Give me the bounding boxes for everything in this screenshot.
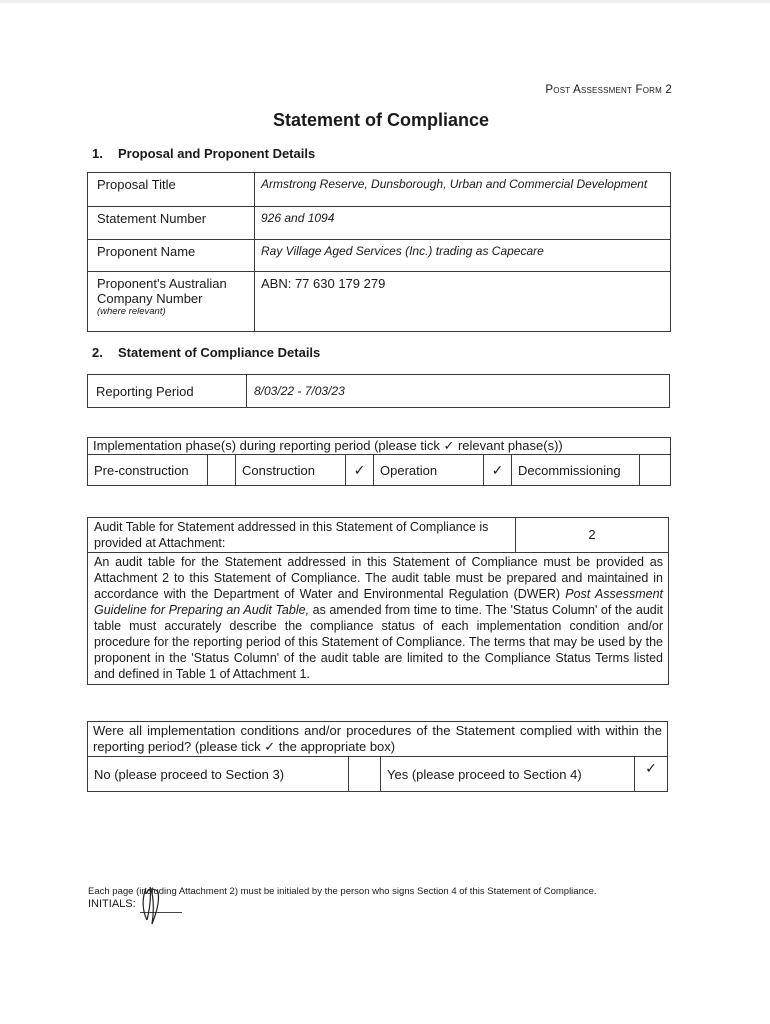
statement-number-label: Statement Number xyxy=(88,207,255,240)
phase-decommissioning-tickbox[interactable] xyxy=(640,455,671,486)
phase-decommissioning-label: Decommissioning xyxy=(512,455,640,486)
reporting-period-table xyxy=(87,374,670,408)
audit-table-instructions xyxy=(88,553,669,685)
section-1-heading xyxy=(92,146,315,161)
section-1-title: Proposal and Proponent Details xyxy=(118,146,316,161)
section-2-title: Statement of Compliance Details xyxy=(118,345,321,360)
proponent-name-label: Proponent Name xyxy=(88,240,255,272)
proposal-title-label: Proposal Title xyxy=(88,173,255,207)
phase-pre-construction-label: Pre-construction xyxy=(88,455,208,486)
table-row xyxy=(88,455,671,486)
company-number-note: (where relevant) xyxy=(97,306,166,317)
no-option-label: No (please proceed to Section 3) xyxy=(88,757,349,792)
audit-table-block xyxy=(87,517,669,685)
company-number-label-cell xyxy=(88,272,255,332)
table-row xyxy=(88,722,668,757)
audit-table-label: Audit Table for Statement addressed in this Statement of Compliance is provided at Attachment: xyxy=(88,518,516,553)
reporting-period-label: Reporting Period xyxy=(88,375,247,408)
audit-guideline-title: Post Assessment Guideline for Preparing an Audit Table, xyxy=(94,587,663,617)
table-row xyxy=(88,240,671,272)
page-title: Statement of Compliance xyxy=(272,110,490,130)
table-row xyxy=(88,757,668,792)
initials-signature xyxy=(138,884,168,928)
section-2-heading xyxy=(92,345,320,360)
initial-instruction-note: Each page (including Attachment 2) must be initialed by the person who signs Section 4 of this Statement of Compliance. xyxy=(88,886,597,897)
initials-label: INITIALS: xyxy=(88,898,136,910)
phase-operation-tickbox[interactable]: ✓ xyxy=(484,455,512,486)
table-row xyxy=(88,553,669,685)
form-label: Post Assessment Form 2 xyxy=(545,84,672,96)
phase-construction-label: Construction xyxy=(236,455,346,486)
section-2-number: 2. xyxy=(92,345,103,360)
table-row xyxy=(88,518,669,553)
statement-number-value: 926 and 1094 xyxy=(255,207,671,240)
audit-text-part-1: An audit table for the Statement addressed in this Statement of Compliance must be provided as Attachment 2 to this Statement of Compliance. The audit table must be prepared and maintained in accordance with the Department of Water and Environmental Regulation (DWER) xyxy=(94,555,663,601)
proponent-name-value: Ray Village Aged Services (Inc.) trading as Capecare xyxy=(255,240,671,272)
audit-text-part-2: as amended from time to time. The 'Status Column' of the audit table must accurately describe the compliance status of each implementation condition and/or procedure for the reporting period of this Statement of Compliance. The terms that may be used by the proponent in the 'Status Column' of the audit table are limited to the Compliance Status Terms listed and defined in Table 1 of Attachment 1. xyxy=(94,603,663,681)
proposal-details-table xyxy=(87,172,671,332)
yes-option-label: Yes (please proceed to Section 4) xyxy=(381,757,635,792)
table-row xyxy=(88,272,671,332)
no-option-tickbox[interactable] xyxy=(349,757,381,792)
phase-pre-construction-tickbox[interactable] xyxy=(208,455,236,486)
section-1-number: 1. xyxy=(92,146,103,161)
audit-table-attachment-value: 2 xyxy=(516,518,669,553)
table-row xyxy=(88,375,670,408)
phase-operation-label: Operation xyxy=(374,455,484,486)
table-row xyxy=(88,207,671,240)
scan-top-edge xyxy=(0,0,770,3)
yes-option-tickbox[interactable]: ✓ xyxy=(635,757,668,792)
compliance-question-table xyxy=(87,721,668,792)
phase-construction-tickbox[interactable]: ✓ xyxy=(346,455,374,486)
proposal-title-value: Armstrong Reserve, Dunsborough, Urban and Commercial Development xyxy=(255,173,671,207)
company-number-label: Proponent's Australian Company Number xyxy=(97,276,227,306)
company-number-value: ABN: 77 630 179 279 xyxy=(255,272,671,332)
phases-heading: Implementation phase(s) during reporting period (please tick ✓ relevant phase(s)) xyxy=(88,438,671,455)
table-row xyxy=(88,438,671,455)
reporting-period-value: 8/03/22 - 7/03/23 xyxy=(247,375,670,408)
table-row xyxy=(88,173,671,207)
compliance-question: Were all implementation conditions and/or procedures of the Statement complied with within the reporting period? (please tick ✓ the appropriate box) xyxy=(88,722,668,757)
implementation-phases-table xyxy=(87,437,671,486)
